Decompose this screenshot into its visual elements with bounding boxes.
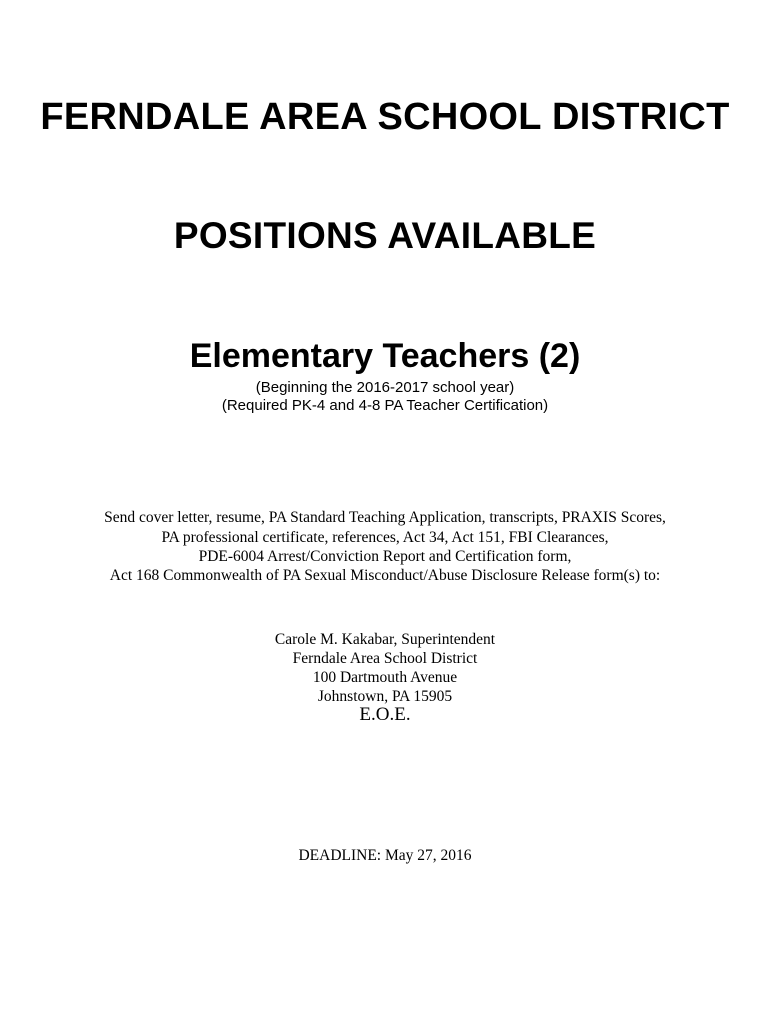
school-year-note: (Beginning the 2016-2017 school year): [255, 379, 515, 396]
contact-name: Carole M. Kakabar, Superintendent: [274, 631, 496, 648]
contact-organization: Ferndale Area School District: [292, 650, 478, 667]
contact-city: Johnstown, PA 15905: [317, 688, 453, 705]
district-name: FERNDALE AREA SCHOOL DISTRICT: [40, 96, 730, 138]
deadline: DEADLINE: May 27, 2016: [298, 847, 472, 864]
contact-street: 100 Dartmouth Avenue: [312, 669, 458, 686]
instructions-line-4: Act 168 Commonwealth of PA Sexual Misconduct/Abuse Disclosure Release form(s) to:: [109, 567, 661, 584]
instructions-line-1: Send cover letter, resume, PA Standard Teaching Application, transcripts, PRAXIS Scores,: [104, 509, 666, 526]
instructions-line-2: PA professional certificate, references, Act 34, Act 151, FBI Clearances,: [161, 529, 609, 546]
position-title: Elementary Teachers (2): [189, 337, 581, 375]
certification-note: (Required PK-4 and 4-8 PA Teacher Certification): [221, 397, 549, 414]
page-heading: POSITIONS AVAILABLE: [173, 215, 597, 256]
eoe-statement: E.O.E.: [359, 704, 411, 725]
instructions-line-3: PDE-6004 Arrest/Conviction Report and Certification form,: [198, 548, 572, 565]
